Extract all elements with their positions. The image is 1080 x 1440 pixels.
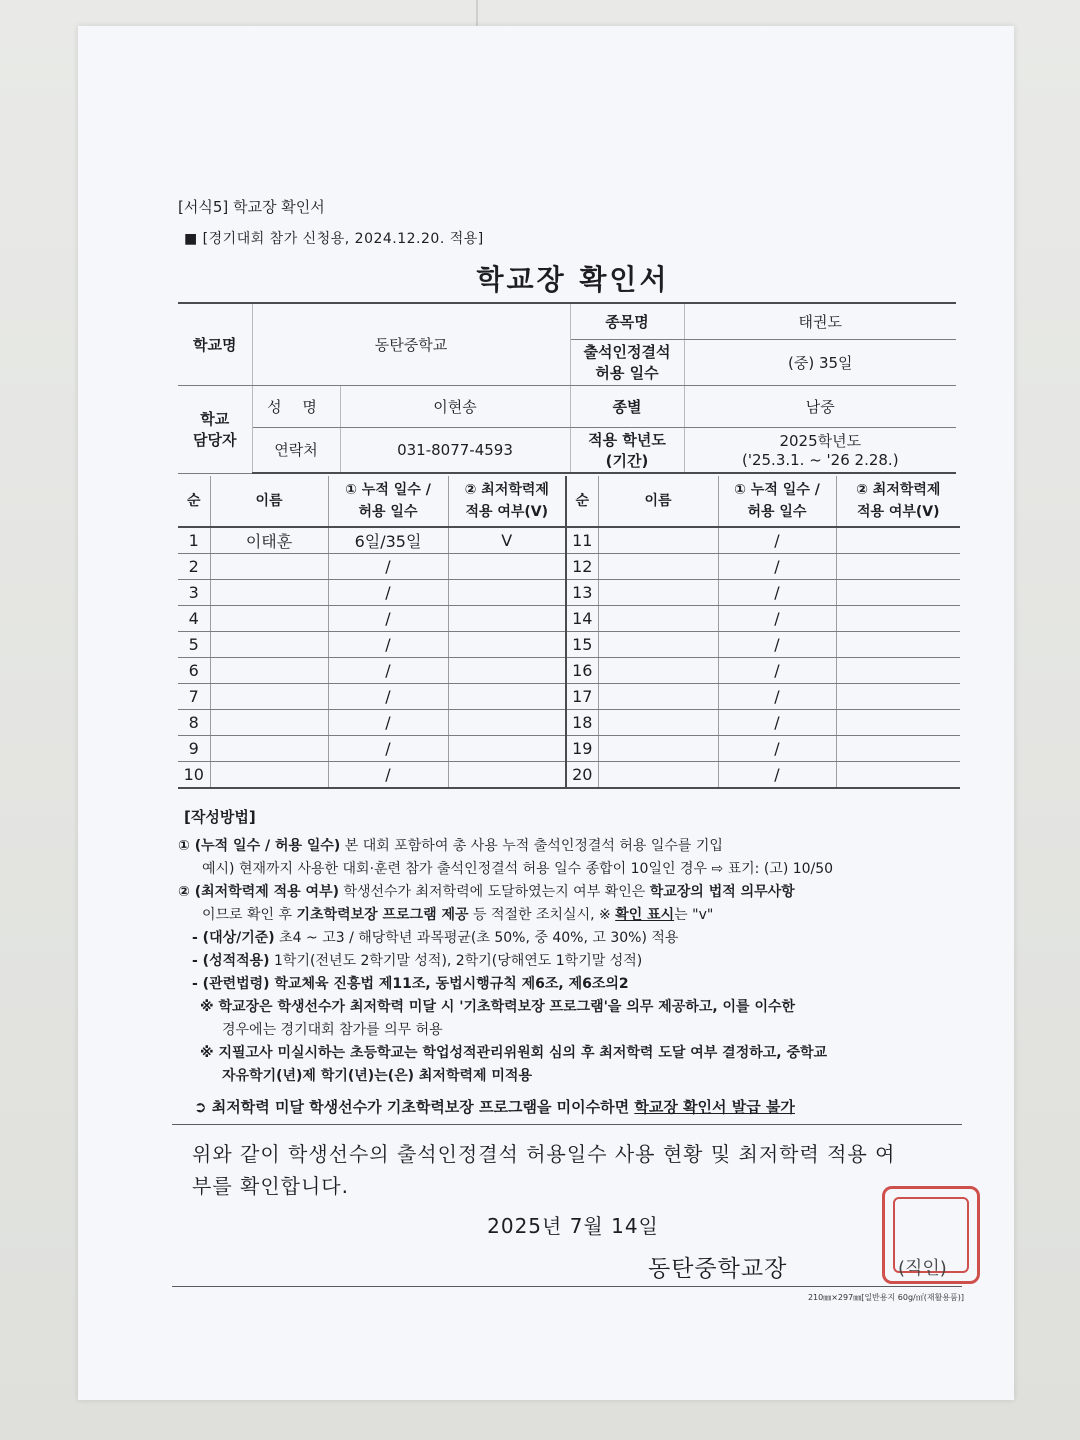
paper-spec: 210㎜×297㎜[일반용지 60g/㎡(재활용품)] — [807, 1293, 964, 1302]
row-name — [210, 736, 328, 762]
year-value-line1: 2025학년도 — [779, 432, 862, 451]
row-no-2: 16 — [566, 658, 598, 684]
row-check — [448, 658, 566, 684]
row-check — [448, 684, 566, 710]
row-check — [448, 554, 566, 580]
row-days-2: / — [718, 762, 836, 789]
row-days: / — [328, 710, 448, 736]
issue-date: 2025년 7월 14일 — [487, 1214, 659, 1238]
note-4-a: 이므로 확인 후 — [202, 907, 297, 923]
sport-label: 종목명 — [570, 303, 684, 339]
info-table — [178, 302, 956, 474]
name-value: 이현송 — [340, 385, 570, 427]
table-header-row — [178, 476, 960, 527]
note-3-bold: ② (최저학력제 적용 여부) — [178, 884, 339, 900]
row-check-2 — [836, 632, 960, 658]
row-check-2 — [836, 658, 960, 684]
note-line-11: 자유학기(년)제 학기(년)는(은) 최저학력제 미적용 — [222, 1068, 532, 1084]
form-number: [서식5] 학교장 확인서 — [178, 198, 325, 216]
school-label: 학교명 — [178, 303, 252, 385]
row-name — [210, 710, 328, 736]
row-check-2 — [836, 527, 960, 554]
year-label — [570, 427, 684, 473]
row-name — [210, 632, 328, 658]
school-value: 동탄중학교 — [252, 303, 570, 385]
table-row — [178, 606, 960, 632]
row-days-2: / — [718, 736, 836, 762]
note-7-text: 학교체육 진흥법 제11조, 동법시행규칙 제6조, 제6조의2 — [269, 976, 629, 992]
row-days-2: / — [718, 658, 836, 684]
row-no: 1 — [178, 527, 210, 554]
note-4-e: 는 "v" — [674, 907, 714, 923]
note-line-8: ※ 학교장은 학생선수가 최저학력 미달 시 '기초학력보장 프로그램'을 의무 제공하고, 이를 이수한 — [200, 999, 796, 1015]
header-days2-line1: ① 누적 일수 / — [734, 482, 820, 498]
row-no-2: 11 — [566, 527, 598, 554]
table-row — [178, 762, 960, 789]
row-name-2 — [598, 632, 718, 658]
row-no: 6 — [178, 658, 210, 684]
table-row — [178, 684, 960, 710]
row-name — [210, 658, 328, 684]
row-no-2: 19 — [566, 736, 598, 762]
row-no: 4 — [178, 606, 210, 632]
row-name: 이태훈 — [210, 527, 328, 554]
note-3-text: 학생선수가 최저학력에 도달하였는지 여부 확인은 — [339, 884, 650, 900]
allow-days-label — [570, 339, 684, 385]
row-check — [448, 736, 566, 762]
contact-group-label-line2: 담당자 — [193, 431, 237, 449]
note-line-1 — [178, 835, 968, 858]
row-check-2 — [836, 762, 960, 789]
note-line-7 — [178, 973, 968, 996]
row-check — [448, 710, 566, 736]
header-min-academic — [448, 476, 566, 527]
row-no-2: 12 — [566, 554, 598, 580]
row-check-2 — [836, 736, 960, 762]
header-days-2 — [718, 476, 836, 527]
header-min-line2: 적용 여부(V) — [465, 504, 549, 520]
row-no: 2 — [178, 554, 210, 580]
row-no: 3 — [178, 580, 210, 606]
table-row — [178, 580, 960, 606]
row-check-2 — [836, 580, 960, 606]
contact-group-label — [178, 385, 252, 473]
row-days: / — [328, 606, 448, 632]
row-name-2 — [598, 527, 718, 554]
row-no: 5 — [178, 632, 210, 658]
divider-bottom — [172, 1286, 962, 1287]
row-check — [448, 580, 566, 606]
phone-label: 연락처 — [252, 427, 340, 473]
row-days-2: / — [718, 580, 836, 606]
year-value — [684, 427, 956, 473]
row-days: / — [328, 736, 448, 762]
contact-group-label-line1: 학교 — [200, 410, 230, 428]
note-5-bold: - (대상/기준) — [192, 930, 275, 946]
row-name-2 — [598, 710, 718, 736]
row-no: 9 — [178, 736, 210, 762]
row-days-2: / — [718, 632, 836, 658]
sport-value: 태권도 — [684, 303, 956, 339]
header-days-line2: 허용 일수 — [358, 504, 418, 520]
divider-top — [172, 1124, 962, 1125]
row-name-2 — [598, 736, 718, 762]
note-3-emph: 학교장의 법적 의무사항 — [649, 884, 795, 900]
row-days: / — [328, 658, 448, 684]
allow-days-label-line2: 허용 일수 — [595, 364, 659, 382]
row-days: 6일/35일 — [328, 527, 448, 554]
gender-value: 남중 — [684, 385, 956, 427]
row-no-2: 20 — [566, 762, 598, 789]
note-line-10: ※ 지필고사 미실시하는 초등학교는 학업성적관리위원회 심의 후 최저학력 도달 여부 결정하고, 중학교 — [200, 1045, 828, 1061]
row-days-2: / — [718, 606, 836, 632]
row-name-2 — [598, 554, 718, 580]
row-days-2: / — [718, 684, 836, 710]
note-1-bold: ① (누적 일수 / 허용 일수) — [178, 838, 341, 854]
note-line-9: 경우에는 경기대회 참가를 의무 허용 — [222, 1022, 443, 1038]
row-check-2 — [836, 554, 960, 580]
row-check-2 — [836, 606, 960, 632]
confirmation-statement — [192, 1138, 962, 1202]
row-name-2 — [598, 580, 718, 606]
row-name — [210, 580, 328, 606]
row-name — [210, 606, 328, 632]
confirmation-line-1: 위와 같이 학생선수의 출석인정결석 허용일수 사용 현황 및 최저학력 적용 여 — [192, 1142, 896, 1166]
row-no-2: 13 — [566, 580, 598, 606]
table-row — [178, 527, 960, 554]
row-days: / — [328, 632, 448, 658]
note-4-c: 등 적절한 조치실시, ※ — [468, 907, 616, 923]
instructions — [178, 806, 968, 1119]
row-days: / — [328, 580, 448, 606]
row-no-2: 18 — [566, 710, 598, 736]
principal-name: 동탄중학교장 — [648, 1256, 788, 1282]
phone-value: 031-8077-4593 — [340, 427, 570, 473]
note-line-2: 예시) 현재까지 사용한 대회·훈련 참가 출석인정결석 허용 일수 종합이 10일인 경우 ⇨ 표기: (고) 10/50 — [202, 861, 834, 877]
header-min-academic-2 — [836, 476, 960, 527]
year-label-line1: 적용 학년도 — [588, 430, 666, 449]
row-days: / — [328, 762, 448, 789]
row-name-2 — [598, 658, 718, 684]
paper-sheet — [78, 26, 1014, 1400]
seal-label: (직인) — [898, 1258, 947, 1279]
header-min-line1: ② 최저학력제 — [464, 482, 549, 498]
header-min2-line2: 적용 여부(V) — [856, 504, 940, 520]
warning-line — [194, 1096, 968, 1119]
row-check — [448, 762, 566, 789]
table-row — [178, 736, 960, 762]
student-table — [178, 476, 960, 789]
header-min2-line1: ② 최저학력제 — [856, 482, 941, 498]
row-name-2 — [598, 762, 718, 789]
note-6-text: 1학기(전년도 2학기말 성적), 2학기(당해연도 1학기말 성적) — [269, 953, 643, 969]
name-label: 성 명 — [252, 385, 340, 427]
header-no-2: 순 — [566, 476, 598, 527]
gender-label: 종별 — [570, 385, 684, 427]
row-no: 10 — [178, 762, 210, 789]
document-title: 학교장 확인서 — [476, 263, 670, 296]
note-6-bold: - (성적적용) — [192, 953, 270, 969]
note-4-b: 기초학력보장 프로그램 제공 — [296, 907, 469, 923]
year-label-line2: (기간) — [605, 451, 649, 470]
row-no-2: 17 — [566, 684, 598, 710]
header-name-2: 이름 — [598, 476, 718, 527]
note-4-d: 확인 표시 — [615, 907, 675, 923]
note-1-text: 본 대회 포함하여 총 사용 누적 출석인정결석 허용 일수를 기입 — [340, 838, 723, 854]
note-line-4 — [178, 904, 968, 927]
note-7-bold: - (관련법령) — [192, 976, 270, 992]
table-row — [178, 554, 960, 580]
row-check — [448, 606, 566, 632]
row-days-2: / — [718, 527, 836, 554]
row-no: 7 — [178, 684, 210, 710]
allow-days-label-line1: 출석인정결석 — [583, 343, 671, 361]
table-row — [178, 658, 960, 684]
note-line-5 — [178, 927, 968, 950]
row-name — [210, 684, 328, 710]
row-days: / — [328, 684, 448, 710]
confirmation-line-2: 부를 확인합니다. — [192, 1174, 349, 1198]
row-check-2 — [836, 684, 960, 710]
row-no-2: 14 — [566, 606, 598, 632]
row-days-2: / — [718, 710, 836, 736]
row-check: V — [448, 527, 566, 554]
row-no-2: 15 — [566, 632, 598, 658]
allow-days-value: (중) 35일 — [684, 339, 956, 385]
row-name — [210, 554, 328, 580]
row-name — [210, 762, 328, 789]
table-row — [178, 632, 960, 658]
row-name-2 — [598, 606, 718, 632]
row-no: 8 — [178, 710, 210, 736]
row-check — [448, 632, 566, 658]
note-5-text: 초4 ~ 고3 / 해당학년 과목평균(초 50%, 중 40%, 고 30%) 적용 — [274, 930, 679, 946]
note-line-3 — [178, 881, 968, 904]
header-no: 순 — [178, 476, 210, 527]
header-days-line1: ① 누적 일수 / — [345, 482, 431, 498]
warning-emph: 학교장 확인서 발급 불가 — [634, 1098, 795, 1116]
row-days-2: / — [718, 554, 836, 580]
note-line-6 — [178, 950, 968, 973]
table-row — [178, 710, 960, 736]
form-subtitle: ■ [경기대회 참가 신청용, 2024.12.20. 적용] — [184, 231, 484, 247]
row-name-2 — [598, 684, 718, 710]
header-days2-line2: 허용 일수 — [747, 504, 807, 520]
row-check-2 — [836, 710, 960, 736]
instructions-title: [작성방법] — [184, 808, 256, 826]
warning-text: ➲ 최저학력 미달 학생선수가 기초학력보장 프로그램을 미이수하면 — [194, 1098, 635, 1116]
header-days — [328, 476, 448, 527]
header-name: 이름 — [210, 476, 328, 527]
row-days: / — [328, 554, 448, 580]
year-value-line2: ('25.3.1. ~ '26 2.28.) — [741, 451, 899, 470]
